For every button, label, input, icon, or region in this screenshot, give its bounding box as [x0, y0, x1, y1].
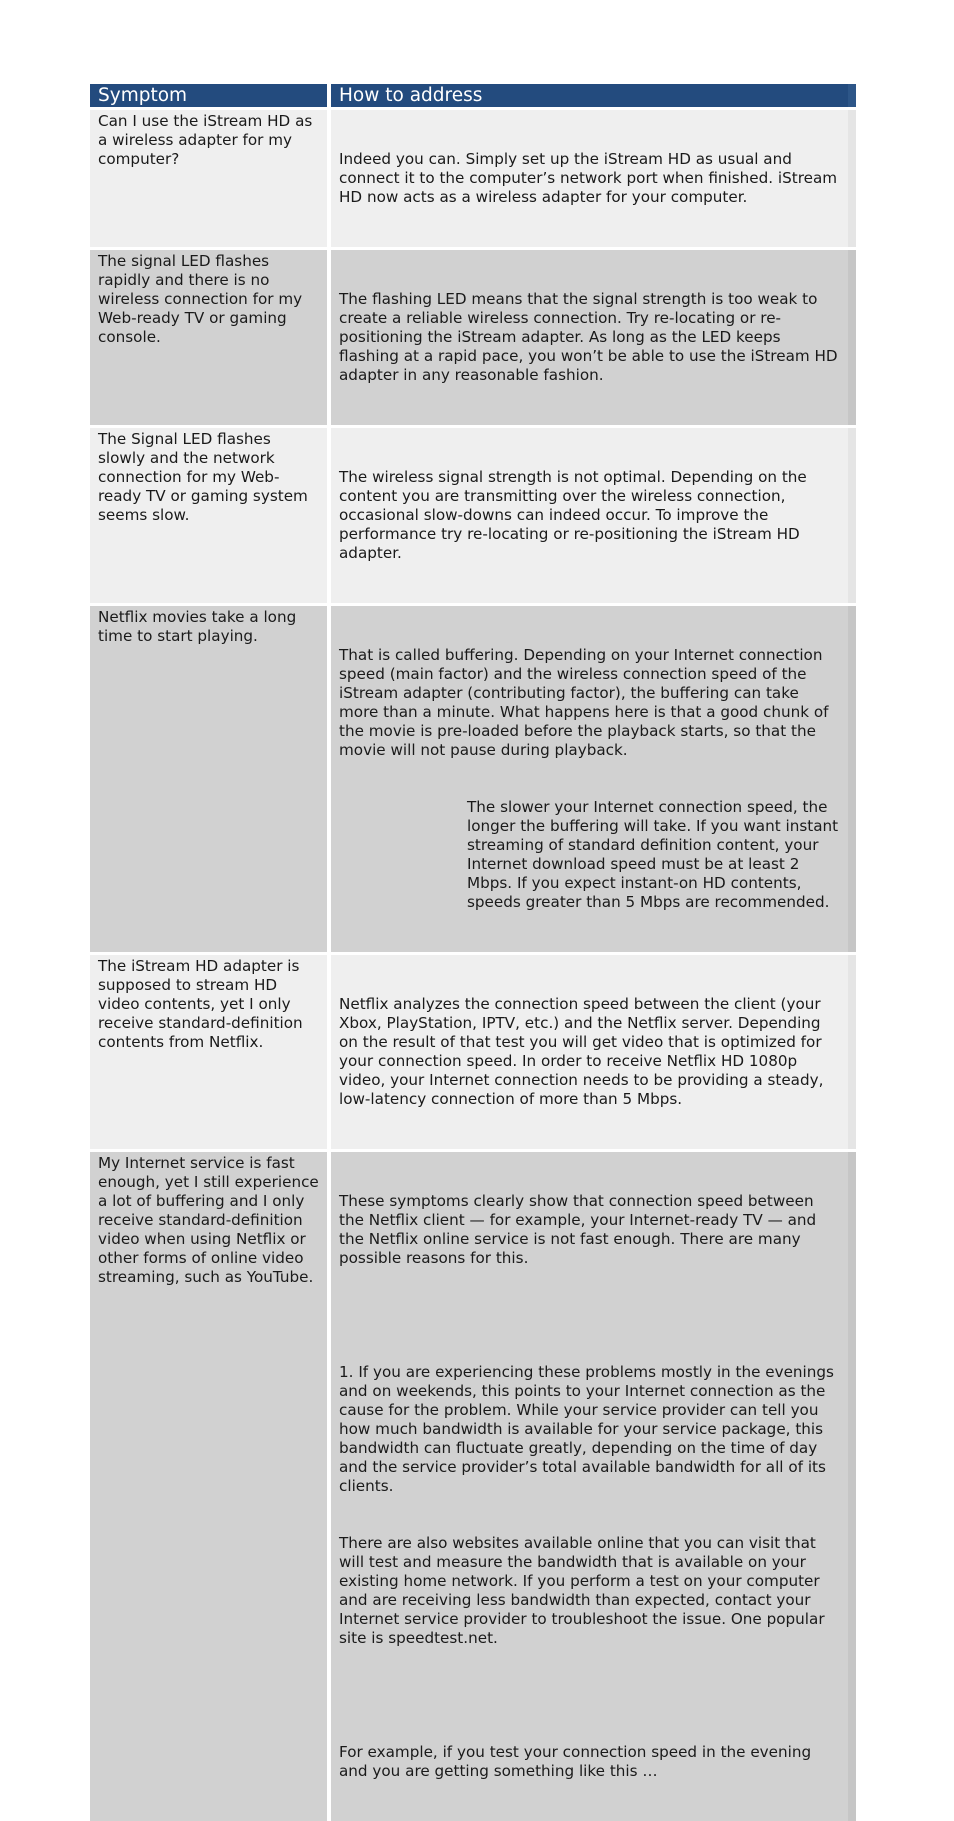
symptom-cell: The Signal LED flashes slowly and the network connection for my Web-ready TV or gaming system seems slow.	[90, 428, 327, 603]
header-how-to-address: How to address	[331, 84, 856, 107]
table-row	[90, 1152, 856, 1821]
address-cell	[331, 606, 856, 952]
header-symptom: Symptom	[90, 84, 327, 107]
table-row	[90, 110, 856, 247]
address-paragraph: There are also websites available online that you can visit that will test and measure the bandwidth that is available on your existing home network. If you perform a test on your computer and are receiving less bandwidth than expected, contact your Internet service provider to troubleshoot the issue. One popular site is speedtest.net.	[339, 1534, 830, 1647]
table-row	[90, 606, 856, 952]
address-cell	[331, 1152, 856, 1821]
troubleshooting-table	[90, 84, 856, 1821]
address-paragraph: The wireless signal strength is not optimal. Depending on the content you are transmitting over the wireless connection, occasional slow-downs can indeed occur. To improve the performance try re-locating or re-positioning the iStream HD adapter.	[339, 468, 812, 562]
symptom-cell: Can I use the iStream HD as a wireless adapter for my computer?	[90, 110, 327, 247]
address-cell	[331, 955, 856, 1149]
table-row	[90, 955, 856, 1149]
symptom-cell: My Internet service is fast enough, yet I still experience a lot of buffering and I only receive standard-definition video when using Netflix or other forms of online video streaming, such as YouTube.	[90, 1152, 327, 1821]
address-cell	[331, 428, 856, 603]
address-cell	[331, 110, 856, 247]
address-paragraph: That is called buffering. Depending on your Internet connection speed (main factor) and the wireless connection speed of the iStream adapter (contributing factor), the buffering can take more than a minute. What happens here is that a good chunk of the movie is pre-loaded before the playback starts, so that the movie will not pause during playback.	[339, 646, 834, 759]
table-header-row	[90, 84, 856, 107]
address-paragraph: Netflix analyzes the connection speed between the client (your Xbox, PlayStation, IPTV, etc.) and the Netflix server. Depending on the result of that test you will get video that is optimized for your connection speed. In order to receive Netflix HD 1080p video, your Internet connection needs to be providing a steady, low-latency connection of more than 5 Mbps.	[339, 995, 829, 1108]
paragraph-spacer	[339, 1306, 840, 1325]
address-paragraph: Indeed you can. Simply set up the iStream HD as usual and connect it to the computer’s network port when finished. iStream HD now acts as a wireless adapter for your computer.	[339, 150, 842, 206]
address-paragraph: These symptoms clearly show that connection speed between the Netflix client — for example, your Internet-ready TV — and the Netflix online service is not fast enough. There are many possible reasons for this.	[339, 1192, 821, 1267]
address-paragraph: 1. If you are experiencing these problems mostly in the evenings and on weekends, this points to your Internet connection as the cause for the problem. While your service provider can tell you how much bandwidth is available for your service package, this bandwidth can fluctuate greatly, depending on the time of day and the service provider’s total available bandwidth for all of its clients.	[339, 1363, 839, 1495]
paragraph-spacer	[339, 1686, 840, 1705]
symptom-cell: The iStream HD adapter is supposed to stream HD video contents, yet I only receive standard-definition contents from Netflix.	[90, 955, 327, 1149]
address-paragraph: The slower your Internet connection speed, the longer the buffering will take. If you want instant streaming of standard definition content, your Internet download speed must be at least 2 Mbps. If you expect instant-on HD contents, speeds greater than 5 Mbps are recommended.	[467, 798, 843, 911]
address-paragraph: The flashing LED means that the signal strength is too weak to create a reliable wireless connection. Try re-locating or re-positioning the iStream adapter. As long as the LED keeps flashing at a rapid pace, you won’t be able to use the iStream HD adapter in any reasonable fashion.	[339, 290, 843, 384]
table-row	[90, 428, 856, 603]
table-row	[90, 250, 856, 425]
address-paragraph: For example, if you test your connection speed in the evening and you are getting something like this …	[339, 1743, 816, 1780]
symptom-cell: Netflix movies take a long time to start playing.	[90, 606, 327, 952]
symptom-cell: The signal LED flashes rapidly and there is no wireless connection for my Web-ready TV or gaming console.	[90, 250, 327, 425]
address-cell	[331, 250, 856, 425]
